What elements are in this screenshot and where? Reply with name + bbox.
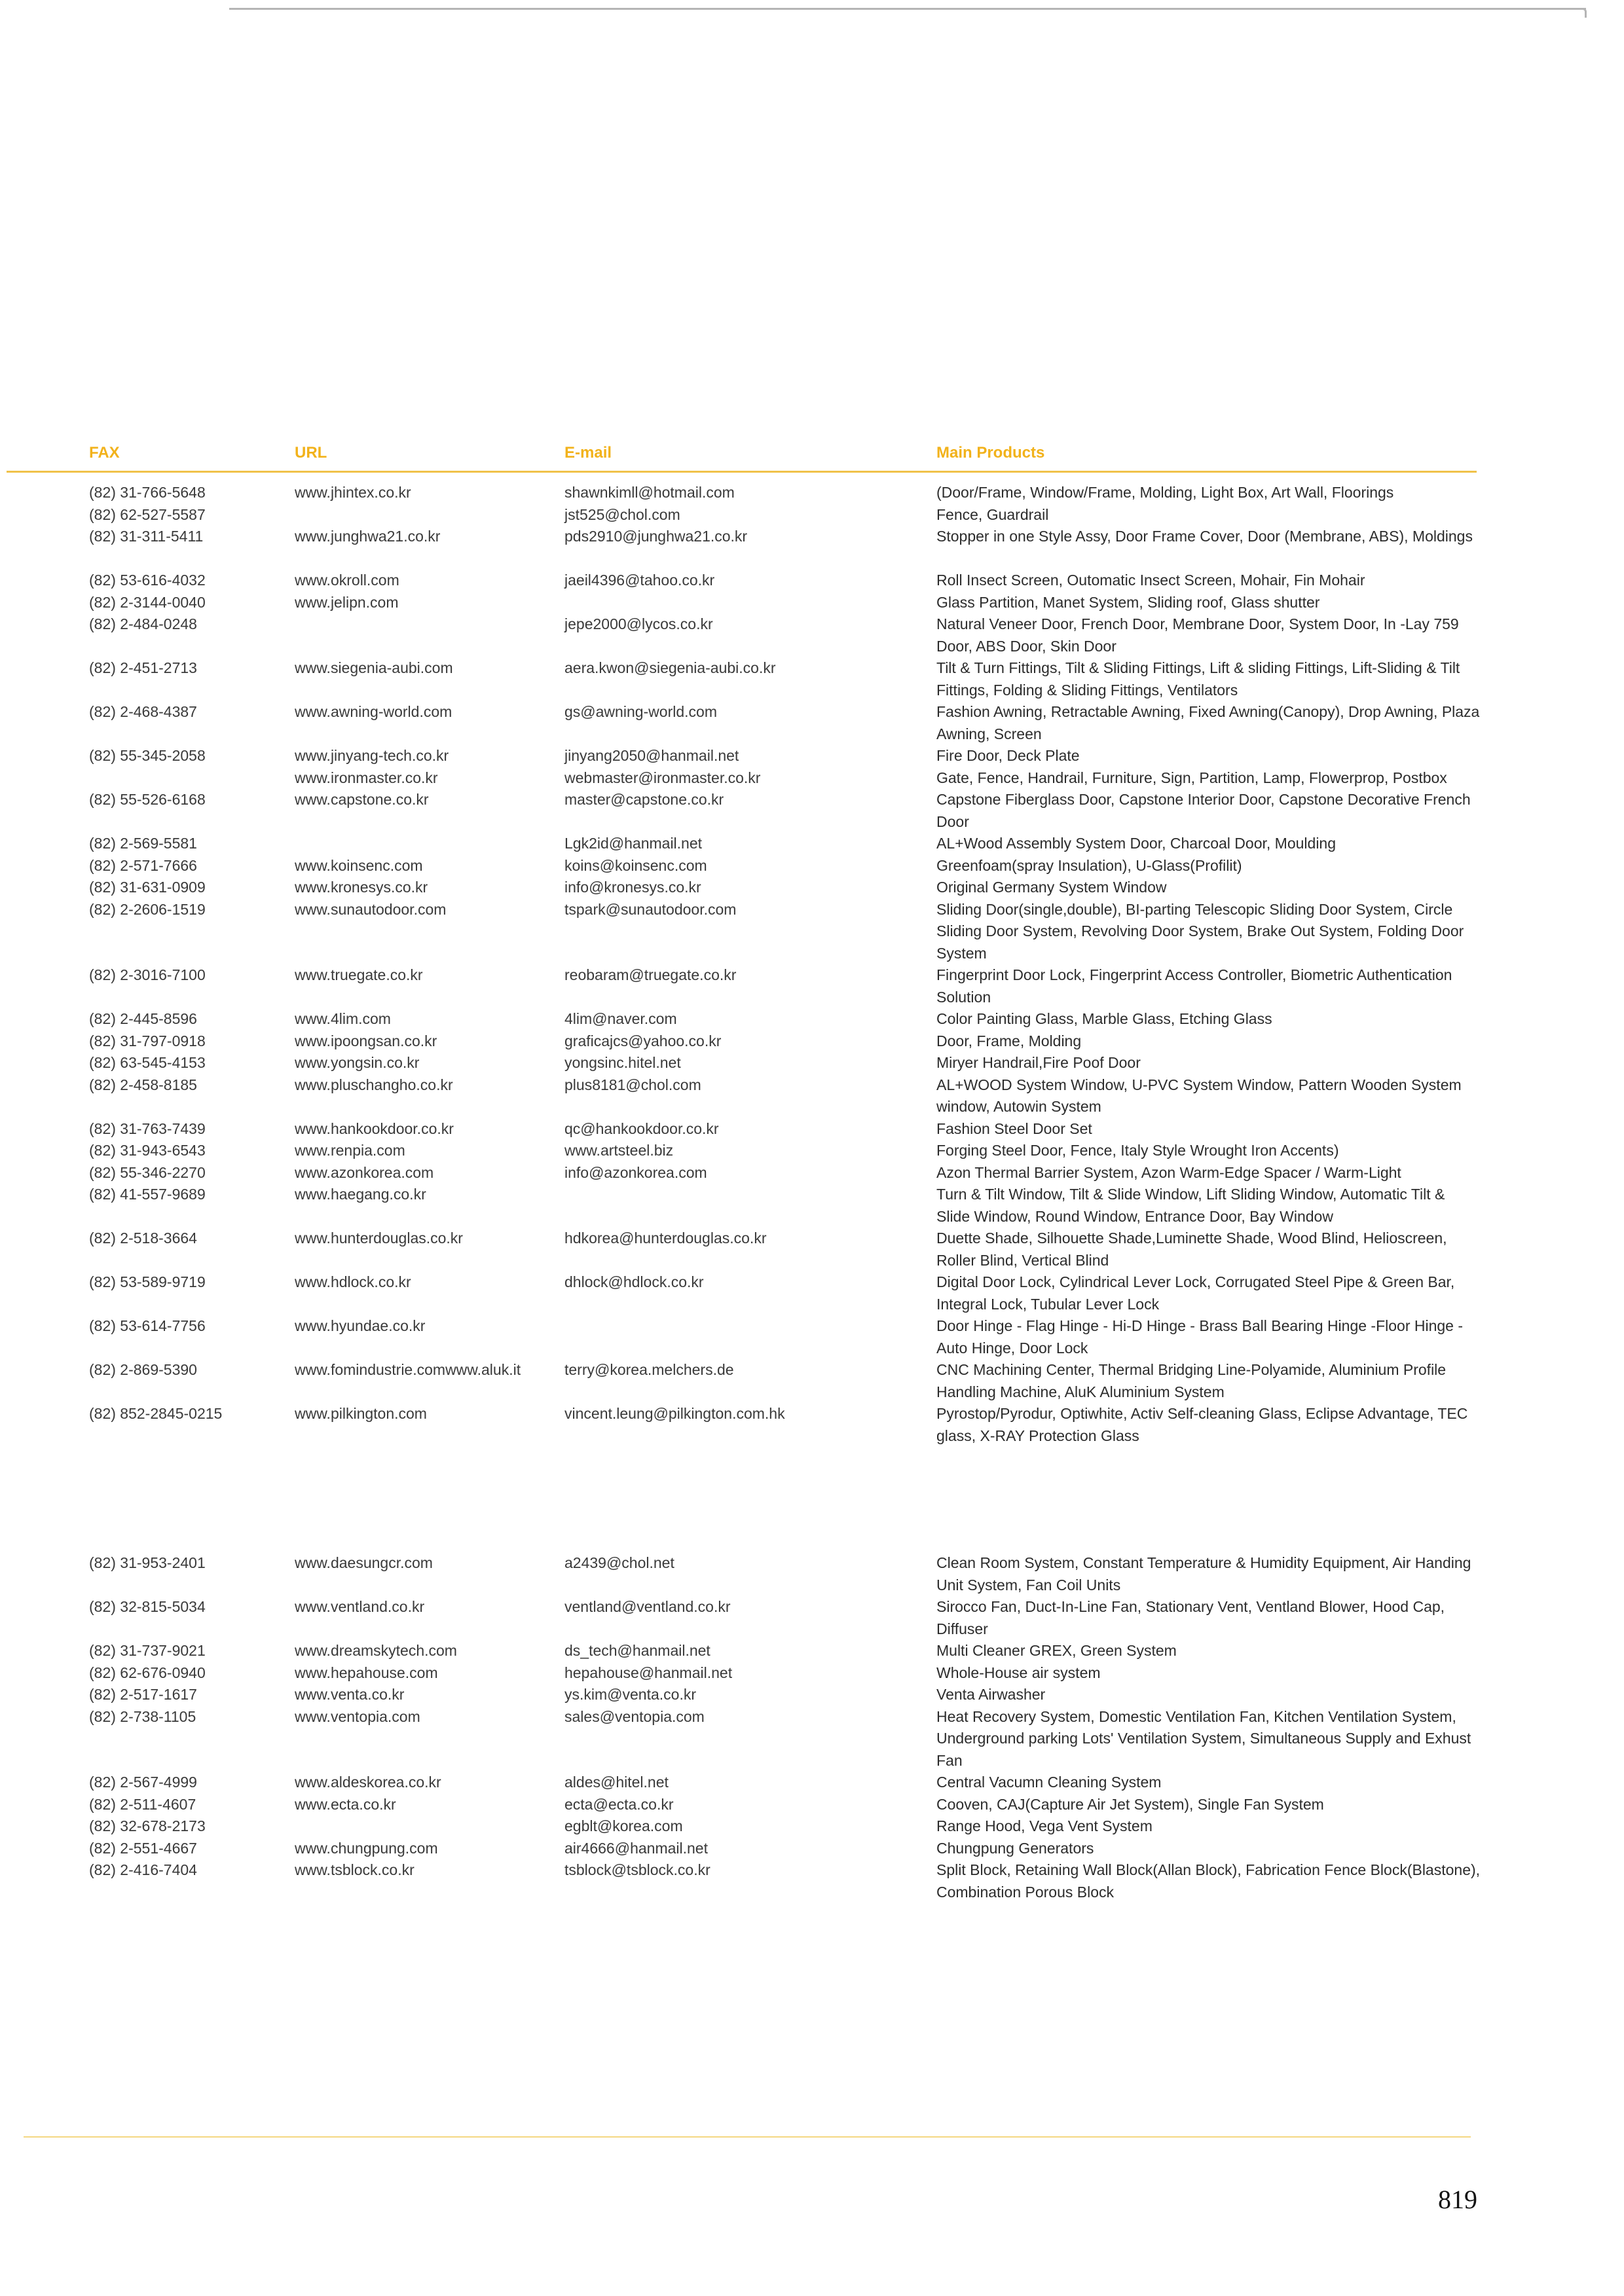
main-products: Venta Airwasher [936,1686,1046,1703]
email-address: plus8181@chol.com [564,1076,701,1093]
website-url: www.pilkington.com [295,1405,427,1422]
main-products: Natural Veneer Door, French Door, Membrane Door, System Door, In -Lay 759 Door, ABS Door, Skin Door [936,615,1459,655]
main-products: Multi Cleaner GREX, Green System [936,1642,1177,1659]
website-url: www.venta.co.kr [295,1686,405,1703]
fax-number: (82) 2-567-4999 [89,1774,197,1791]
fax-number: (82) 2-3144-0040 [89,593,206,611]
main-products: Door Hinge - Flag Hinge - Hi-D Hinge - Brass Ball Bearing Hinge -Floor Hinge - Auto Hinge, Door Lock [936,1317,1464,1357]
main-products: Door, Frame, Molding [936,1032,1082,1049]
main-products: Greenfoam(spray Insulation), U-Glass(Profilit) [936,856,1242,874]
main-products: Fire Door, Deck Plate [936,747,1080,764]
email-address: jst525@chol.com [564,505,680,523]
email-address: 4lim@naver.com [564,1010,677,1027]
main-products: Cooven, CAJ(Capture Air Jet System), Single Fan System [936,1795,1324,1813]
main-products: Miryer Handrail,Fire Poof Door [936,1054,1141,1071]
email-address: gs@awning-world.com [564,703,717,720]
email-address: graficajcs@yahoo.co.kr [564,1032,722,1049]
main-products: Duette Shade, Silhouette Shade,Luminette Shade, Wood Blind, Helioscreen, Roller Blind, Vertical Blind [936,1230,1447,1269]
main-products: Heat Recovery System, Domestic Ventilation Fan, Kitchen Ventilation System, Underground parking Lots' Ventilation System, Simultaneous Supply and Exhust Fan [936,1707,1471,1769]
website-url: www.jinyang-tech.co.kr [295,747,449,764]
email-address: Lgk2id@hanmail.net [564,835,703,852]
fax-number: (82) 41-557-9689 [89,1186,206,1203]
fax-number: (82) 2-468-4387 [89,703,197,720]
fax-number: (82) 2-451-2713 [89,659,197,676]
email-address: ventland@ventland.co.kr [564,1598,731,1615]
fax-number: (82) 2-3016-7100 [89,966,206,983]
fax-number: (82) 31-943-6543 [89,1142,206,1159]
email-address: aera.kwon@siegenia-aubi.co.kr [564,659,776,676]
email-address: master@capstone.co.kr [564,791,724,808]
email-address: yongsinc.hitel.net [564,1054,681,1071]
website-url: www.aldeskorea.co.kr [295,1774,441,1791]
fax-number: (82) 2-571-7666 [89,856,197,874]
website-url: www.hdlock.co.kr [295,1273,411,1290]
main-products: Sliding Door(single,double), BI-parting Telescopic Sliding Door System, Circle Sliding Door System, Revolving Door System, Brake Out System, Folding Door System [936,900,1464,962]
header-email: E-mail [564,444,612,462]
website-url: www.azonkorea.com [295,1163,434,1181]
fax-number: (82) 31-311-5411 [89,528,204,545]
main-products: Fashion Awning, Retractable Awning, Fixed Awning(Canopy), Drop Awning, Plaza Awning, Screen [936,703,1480,742]
email-address: info@kronesys.co.kr [564,879,701,896]
email-address: dhlock@hdlock.co.kr [564,1273,704,1290]
main-products: CNC Machining Center, Thermal Bridging Line-Polyamide, Aluminium Profile Handling Machine, AluK Aluminium System [936,1361,1447,1400]
email-address: shawnkimll@hotmail.com [564,484,735,501]
main-products: Clean Room System, Constant Temperature & Humidity Equipment, Air Handing Unit System, Fan Coil Units [936,1554,1471,1594]
website-url: www.hepahouse.com [295,1664,438,1681]
footer-rule [24,2136,1471,2138]
fax-number: (82) 31-766-5648 [89,484,206,501]
website-url: www.ecta.co.kr [295,1795,396,1813]
website-url: www.kronesys.co.kr [295,879,428,896]
main-products: Gate, Fence, Handrail, Furniture, Sign, Partition, Lamp, Flowerprop, Postbox [936,769,1447,786]
fax-number: (82) 2-2606-1519 [89,900,206,918]
website-url: www.sunautodoor.com [295,900,447,918]
fax-number: (82) 2-511-4607 [89,1795,196,1813]
main-products: Fingerprint Door Lock, Fingerprint Access Controller, Biometric Authentication Solution [936,966,1452,1006]
header-main-products: Main Products [936,444,1045,462]
website-url: www.ipoongsan.co.kr [295,1032,437,1049]
email-address: info@azonkorea.com [564,1163,707,1181]
email-address: tspark@sunautodoor.com [564,900,737,918]
main-products: (Door/Frame, Window/Frame, Molding, Light Box, Art Wall, Floorings [936,484,1394,501]
email-address: a2439@chol.net [564,1554,674,1571]
fax-number: (82) 2-869-5390 [89,1361,197,1378]
fax-number: (82) 31-797-0918 [89,1032,206,1049]
email-address: tsblock@tsblock.co.kr [564,1861,710,1878]
email-address: reobaram@truegate.co.kr [564,966,737,983]
website-url: www.dreamskytech.com [295,1642,457,1659]
website-url: www.hyundae.co.kr [295,1317,426,1334]
email-address: koins@koinsenc.com [564,856,707,874]
main-products: Fence, Guardrail [936,505,1049,523]
email-address: air4666@hanmail.net [564,1839,708,1857]
email-address: hdkorea@hunterdouglas.co.kr [564,1230,767,1247]
email-address: jinyang2050@hanmail.net [564,747,739,764]
website-url: www.fomindustrie.comwww.aluk.it [295,1361,521,1378]
page-number: 819 [1438,2185,1477,2214]
website-url: www.ventopia.com [295,1707,420,1725]
email-address: ys.kim@venta.co.kr [564,1686,697,1703]
fax-number: (82) 2-517-1617 [89,1686,197,1703]
main-products: AL+WOOD System Window, U-PVC System Window, Pattern Wooden System window, Autowin System [936,1076,1462,1115]
website-url: www.jelipn.com [295,593,399,611]
website-url: www.junghwa21.co.kr [295,528,441,545]
main-products: Turn & Tilt Window, Tilt & Slide Window, Lift Sliding Window, Automatic Tilt & Slide Window, Round Window, Entrance Door, Bay Window [936,1186,1445,1225]
main-products: AL+Wood Assembly System Door, Charcoal Door, Moulding [936,835,1337,852]
main-products: Sirocco Fan, Duct-In-Line Fan, Stationary Vent, Ventland Blower, Hood Cap, Diffuser [936,1598,1445,1637]
website-url: www.jhintex.co.kr [295,484,411,501]
email-address: webmaster@ironmaster.co.kr [564,769,761,786]
fax-number: (82) 2-445-8596 [89,1010,197,1027]
fax-number: (82) 32-678-2173 [89,1817,206,1834]
fax-number: (82) 53-614-7756 [89,1317,206,1334]
main-products: Capstone Fiberglass Door, Capstone Interior Door, Capstone Decorative French Door [936,791,1471,830]
fax-number: (82) 55-346-2270 [89,1163,206,1181]
main-products: Split Block, Retaining Wall Block(Allan Block), Fabrication Fence Block(Blastone), Combination Porous Block [936,1861,1481,1901]
website-url: www.ventland.co.kr [295,1598,425,1615]
main-products: Color Painting Glass, Marble Glass, Etching Glass [936,1010,1272,1027]
website-url: www.capstone.co.kr [295,791,429,808]
main-products: Chungpung Generators [936,1839,1094,1857]
fax-number: (82) 31-953-2401 [89,1554,206,1571]
fax-number: (82) 2-569-5581 [89,835,197,852]
header-rule [7,471,1477,473]
website-url: www.hankookdoor.co.kr [295,1120,454,1137]
website-url: www.yongsin.co.kr [295,1054,420,1071]
fax-number: (82) 55-526-6168 [89,791,206,808]
fax-number: (82) 2-416-7404 [89,1861,197,1878]
website-url: www.okroll.com [295,572,399,589]
fax-number: (82) 31-737-9021 [89,1642,206,1659]
website-url: www.pluschangho.co.kr [295,1076,453,1093]
fax-number: (82) 53-616-4032 [89,572,206,589]
main-products: Range Hood, Vega Vent System [936,1817,1153,1834]
email-address: hepahouse@hanmail.net [564,1664,733,1681]
email-address: ecta@ecta.co.kr [564,1795,674,1813]
header-fax: FAX [89,444,120,462]
website-url: www.truegate.co.kr [295,966,423,983]
email-address: qc@hankookdoor.co.kr [564,1120,719,1137]
website-url: www.daesungcr.com [295,1554,433,1571]
main-products: Roll Insect Screen, Outomatic Insect Screen, Mohair, Fin Mohair [936,572,1365,589]
email-address: sales@ventopia.com [564,1707,705,1725]
fax-number: (82) 2-458-8185 [89,1076,197,1093]
main-products: Fashion Steel Door Set [936,1120,1092,1137]
fax-number: (82) 53-589-9719 [89,1273,206,1290]
fax-number: (82) 55-345-2058 [89,747,206,764]
email-address: jaeil4396@tahoo.co.kr [564,572,715,589]
email-address: vincent.leung@pilkington.com.hk [564,1405,785,1422]
main-products: Whole-House air system [936,1664,1101,1681]
scan-edge-corner [1574,8,1587,18]
website-url: www.koinsenc.com [295,856,423,874]
email-address: terry@korea.melchers.de [564,1361,734,1378]
website-url: www.haegang.co.kr [295,1186,426,1203]
main-products: Azon Thermal Barrier System, Azon Warm-Edge Spacer / Warm-Light [936,1163,1401,1181]
fax-number: (82) 2-551-4667 [89,1839,197,1857]
website-url: www.tsblock.co.kr [295,1861,415,1878]
email-address: aldes@hitel.net [564,1774,669,1791]
main-products: Original Germany System Window [936,879,1167,896]
fax-number: (82) 32-815-5034 [89,1598,206,1615]
header-url: URL [295,444,327,462]
main-products: Stopper in one Style Assy, Door Frame Cover, Door (Membrane, ABS), Moldings [936,528,1473,545]
email-address: www.artsteel.biz [564,1142,674,1159]
main-products: Glass Partition, Manet System, Sliding roof, Glass shutter [936,593,1320,611]
email-address: pds2910@junghwa21.co.kr [564,528,748,545]
fax-number: (82) 2-484-0248 [89,615,197,632]
website-url: www.4lim.com [295,1010,391,1027]
email-address: ds_tech@hanmail.net [564,1642,710,1659]
website-url: www.hunterdouglas.co.kr [295,1230,463,1247]
main-products: Pyrostop/Pyrodur, Optiwhite, Activ Self-cleaning Glass, Eclipse Advantage, TEC glass, X-RAY Protection Glass [936,1405,1468,1444]
website-url: www.ironmaster.co.kr [295,769,438,786]
website-url: www.chungpung.com [295,1839,438,1857]
fax-number: (82) 31-631-0909 [89,879,206,896]
website-url: www.siegenia-aubi.com [295,659,453,676]
fax-number: (82) 852-2845-0215 [89,1405,223,1422]
main-products: Digital Door Lock, Cylindrical Lever Lock, Corrugated Steel Pipe & Green Bar, Integral Lock, Tubular Lever Lock [936,1273,1455,1313]
fax-number: (82) 62-527-5587 [89,505,206,523]
main-products: Forging Steel Door, Fence, Italy Style Wrought Iron Accents) [936,1142,1339,1159]
website-url: www.awning-world.com [295,703,452,720]
fax-number: (82) 63-545-4153 [89,1054,206,1071]
fax-number: (82) 2-518-3664 [89,1230,197,1247]
main-products: Central Vacumn Cleaning System [936,1774,1162,1791]
email-address: jepe2000@lycos.co.kr [564,615,713,632]
email-address: egblt@korea.com [564,1817,683,1834]
website-url: www.renpia.com [295,1142,405,1159]
fax-number: (82) 62-676-0940 [89,1664,206,1681]
fax-number: (82) 2-738-1105 [89,1707,196,1725]
main-products: Tilt & Turn Fittings, Tilt & Sliding Fittings, Lift & sliding Fittings, Lift-Sliding & Tilt Fittings, Folding & Sliding Fittings, Ventilators [936,659,1460,699]
fax-number: (82) 31-763-7439 [89,1120,206,1137]
scan-edge-line [229,8,1586,10]
